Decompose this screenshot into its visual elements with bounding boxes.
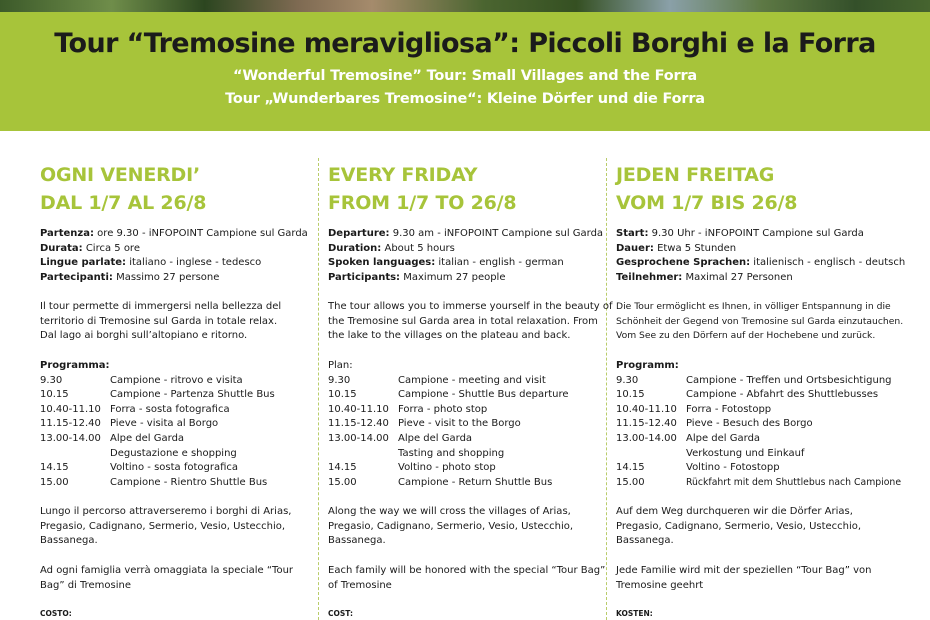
schedule-row: 13.00-14.00 Alpe del Garda [328, 432, 473, 444]
schedule-row: Tasting and shopping [398, 447, 505, 459]
schedule-row: 10.15 Campione - Abfahrt des Shuttlebusses [616, 389, 879, 401]
languages-line: Gesprochene Sprachen: italienisch - englisch - deutsch [616, 257, 906, 269]
subtitle-english: “Wonderful Tremosine” Tour: Small Villages and the Forra [233, 68, 697, 84]
page-title: Tour “Tremosine meravigliosa”: Piccoli Borghi e la Forra [54, 28, 876, 59]
tour-info [328, 227, 604, 285]
tour-info [40, 227, 308, 285]
departure-line: Partenza: ore 9.30 - iNFOPOINT Campione sul Garda [40, 228, 308, 239]
schedule-row: 9.30 Campione - meeting and visit [328, 374, 546, 386]
intro-text: Il tour permette di immergersi nella bellezza del territorio di Tremosine sul Garda in totale relax. Dal lago ai borghi sull’altopiano e ritorno. [40, 301, 282, 342]
tour-bag-text: Jede Familie wird mit der speziellen “Tour Bag” von Tremosine geehrt [616, 565, 872, 591]
intro-text: The tour allows you to immerse yourself in the beauty of the Tremosine sul Garda area in total relaxation. From the lake to the villages on the plateau and back. [328, 301, 613, 342]
schedule-row: 10.40-11.10 Forra - photo stop [328, 403, 488, 415]
schedule-row: 10.40-11.10 Forra - Fotostopp [616, 403, 772, 415]
departure-line: Start: 9.30 Uhr - iNFOPOINT Campione sul Garda [616, 228, 864, 239]
participants-line: Teilnehmer: Maximal 27 Personen [616, 271, 793, 283]
intro-text: Die Tour ermöglicht es Ihnen, in völliger Entspannung in die Schönheit der Gegend von Tremosine sul Garda einzutauchen. Vom See zu den Dörfern auf der Hochebene und zurück. [616, 301, 904, 342]
duration-line: Dauer: Etwa 5 Stunden [616, 242, 737, 254]
tour-bag-text: Ad ogni famiglia verrà omaggiata la speciale “Tour Bag” di Tremosine [40, 565, 294, 591]
subtitle-german: Tour „Wunderbares Tremosine“: Kleine Dörfer und die Forra [225, 91, 705, 107]
route-text: Auf dem Weg durchqueren wir die Dörfer Arias, Pregasio, Cadignano, Sermerio, Vesio, Ustecchio, Bassanega. [616, 506, 862, 547]
schedule-row: 14.15 Voltino - Fotostopp [616, 462, 780, 474]
route-text: Along the way we will cross the villages of Arias, Pregasio, Cadignano, Sermerio, Vesio, Ustecchio, Bassanega. [328, 506, 574, 547]
schedule-row: Verkostung und Einkauf [686, 447, 805, 459]
column-heading: EVERY FRIDAY FROM 1/7 TO 26/8 [328, 164, 517, 214]
tour-bag-text: Each family will be honored with the special “Tour Bag” of Tremosine [328, 565, 606, 591]
schedule-row: 9.30 Campione - ritrovo e visita [40, 374, 243, 386]
schedule-row: 11.15-12.40 Pieve - visita al Borgo [40, 418, 219, 430]
schedule-row: 15.00 Campione - Return Shuttle Bus [328, 476, 553, 488]
program-label: Programm: [616, 360, 679, 371]
program-label: Plan: [328, 360, 353, 371]
english-column [328, 131, 613, 620]
languages-line: Lingue parlate: italiano - inglese - tedesco [40, 257, 262, 269]
duration-line: Duration: About 5 hours [328, 242, 455, 254]
schedule-row: 14.15 Voltino - sosta fotografica [40, 462, 239, 474]
route-text: Lungo il percorso attraverseremo i borghi di Arias, Pregasio, Cadignano, Sermerio, Vesio, Ustecchio, Bassanega. [40, 506, 292, 547]
participants-line: Partecipanti: Massimo 27 persone [40, 271, 220, 283]
schedule-row: 11.15-12.40 Pieve - Besuch des Borgo [616, 418, 813, 430]
cost-label: KOSTEN: [616, 609, 653, 618]
column-divider [318, 158, 319, 620]
schedule-row: 13.00-14.00 Alpe del Garda [616, 432, 761, 444]
program-schedule [40, 359, 308, 490]
schedule-row: 10.15 Campione - Shuttle Bus departure [328, 389, 569, 401]
departure-line: Departure: 9.30 am - iNFOPOINT Campione sul Garda [328, 228, 604, 239]
schedule-row: 15.00 Rückfahrt mit dem Shuttlebus nach Campione [616, 476, 902, 488]
schedule-row: 15.00 Campione - Rientro Shuttle Bus [40, 476, 268, 488]
title-banner [0, 12, 930, 131]
column-divider [606, 158, 607, 620]
program-schedule [328, 359, 600, 490]
german-column [616, 131, 906, 620]
program-label: Programma: [40, 360, 110, 371]
schedule-row: Degustazione e shopping [110, 447, 237, 459]
duration-line: Durata: Circa 5 ore [40, 242, 140, 254]
languages-line: Spoken languages: italian - english - german [328, 257, 564, 269]
participants-line: Participants: Maximum 27 people [328, 271, 506, 283]
schedule-row: 13.00-14.00 Alpe del Garda [40, 432, 185, 444]
tour-info [616, 227, 906, 285]
header-photo [0, 0, 930, 12]
schedule-row: 10.15 Campione - Partenza Shuttle Bus [40, 389, 275, 401]
schedule-row: 11.15-12.40 Pieve - visit to the Borgo [328, 418, 521, 430]
program-schedule [616, 359, 902, 490]
schedule-row: 10.40-11.10 Forra - sosta fotografica [40, 403, 230, 415]
schedule-row: 9.30 Campione - Treffen und Ortsbesichtigung [616, 374, 892, 386]
schedule-row: 14.15 Voltino - photo stop [328, 462, 496, 474]
column-heading: JEDEN FREITAG VOM 1/7 BIS 26/8 [616, 164, 798, 214]
cost-label: COSTO: [40, 609, 72, 618]
column-heading: OGNI VENERDI’ DAL 1/7 AL 26/8 [40, 164, 207, 214]
cost-label: COST: [328, 609, 353, 618]
italian-column [40, 131, 308, 620]
